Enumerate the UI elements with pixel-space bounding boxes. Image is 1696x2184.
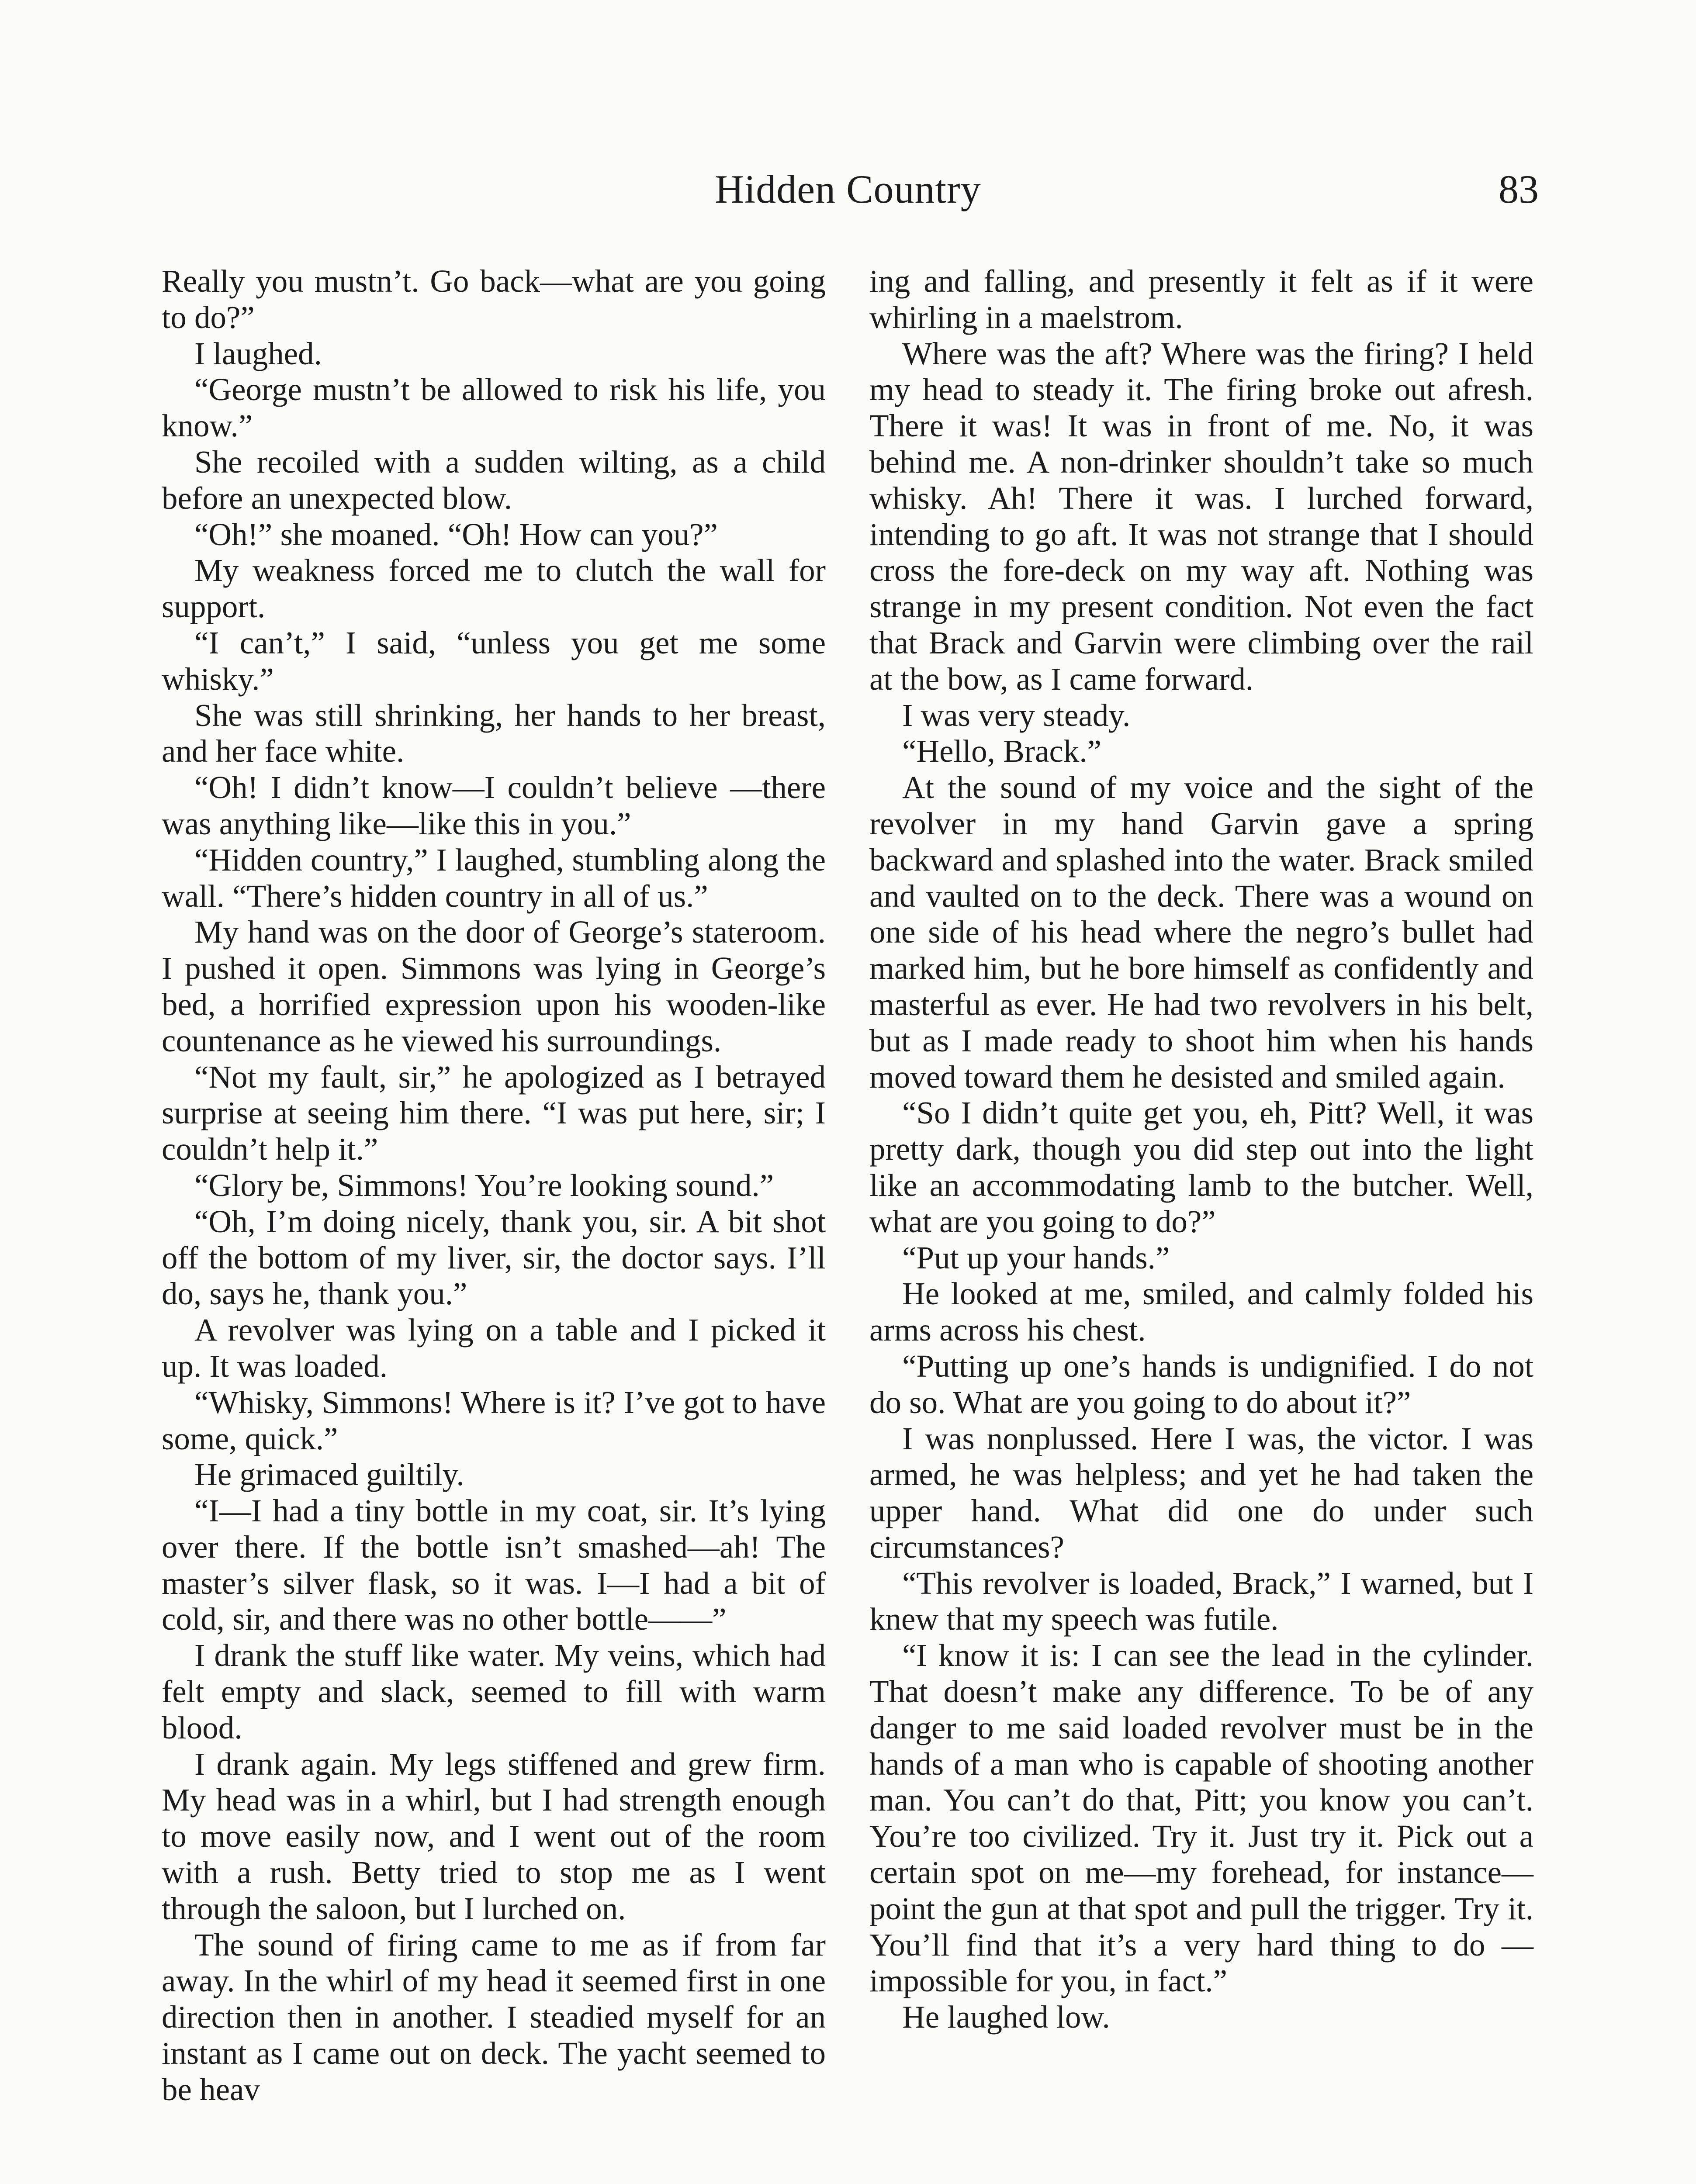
paragraph: I laughed. bbox=[194, 335, 322, 371]
paragraph: “Not my fault, sir,” he apologized as I betrayed surprise at seeing him there. “I was put here, sir; I couldn’t help it.” bbox=[162, 1059, 826, 1167]
paragraph: “Oh! I didn’t know—I couldn’t believe —there was anything like—like this in you.” bbox=[162, 770, 826, 841]
left-text-column bbox=[162, 263, 826, 2108]
paragraph: She was still shrinking, her hands to her breast, and her face white. bbox=[162, 697, 826, 769]
paragraph: “Whisky, Simmons! Where is it? I’ve got to have some, quick.” bbox=[162, 1384, 826, 1456]
paragraph: Really you mustn’t. Go back—what are you going to do?” bbox=[162, 263, 826, 335]
paragraph: “Oh!” she moaned. “Oh! How can you?” bbox=[194, 516, 718, 552]
paragraph: “I can’t,” I said, “unless you get me some whisky.” bbox=[162, 625, 826, 697]
running-head bbox=[0, 166, 1696, 232]
paragraph: She recoiled with a sudden wilting, as a child before an unexpected blow. bbox=[162, 444, 826, 516]
paragraph: “So I didn’t quite get you, eh, Pitt? Well, it was pretty dark, though you did step out into the light like an accommodating lamb to the butcher. Well, what are you going to do?” bbox=[869, 1095, 1533, 1239]
right-text-column bbox=[869, 263, 1533, 2035]
paragraph: “Putting up one’s hands is undignified. I do not do so. What are you going to do about it?” bbox=[869, 1348, 1533, 1420]
paragraph: “George mustn’t be allowed to risk his life, you know.” bbox=[162, 372, 826, 444]
paragraph: “Hello, Brack.” bbox=[902, 733, 1102, 769]
paragraph: I drank again. My legs stiffened and grew firm. My head was in a whirl, but I had strength enough to move easily now, and I went out of the room with a rush. Betty tried to stop me as I went through the saloon, but I lurched on. bbox=[162, 1746, 826, 1926]
paragraph: He grimaced guiltily. bbox=[194, 1457, 464, 1493]
paragraph: I drank the stuff like water. My veins, which had felt empty and slack, seemed to fill with warm blood. bbox=[162, 1638, 826, 1745]
paragraph: “Put up your hands.” bbox=[902, 1240, 1170, 1275]
paragraph: “I—I had a tiny bottle in my coat, sir. It’s lying over there. If the bottle isn’t smashed—ah! The master’s silver flask, so it was. I—I had a bit of cold, sir, and there was no other bottle——” bbox=[162, 1493, 826, 1637]
paragraph: My weakness forced me to clutch the wall for support. bbox=[162, 553, 826, 625]
paragraph: I was very steady. bbox=[902, 697, 1131, 733]
running-title: Hidden Country bbox=[715, 167, 981, 211]
paragraph: I was nonplussed. Here I was, the victor. I was armed, he was helpless; and yet he had taken the upper hand. What did one do under such circumstances? bbox=[869, 1420, 1533, 1565]
paragraph: “Oh, I’m doing nicely, thank you, sir. A bit shot off the bottom of my liver, sir, the doctor says. I’ll do, says he, thank you.” bbox=[162, 1203, 826, 1312]
paragraph: “This revolver is loaded, Brack,” I warned, but I knew that my speech was futile. bbox=[869, 1565, 1533, 1637]
paragraph: “Hidden country,” I laughed, stumbling along the wall. “There’s hidden country in all of us.” bbox=[162, 842, 826, 914]
paragraph: My hand was on the door of George’s stateroom. I pushed it open. Simmons was lying in George’s bed, a horrified expression upon his wooden-like countenance as he viewed his surroundings. bbox=[162, 914, 826, 1058]
paragraph: Where was the aft? Where was the firing? I held my head to steady it. The firing broke out afresh. There it was! It was in front of me. No, it was behind me. A non-drinker shouldn’t take so much whisky. Ah! There it was. I lurched forward, intending to go aft. It was not strange that I should cross the fore-deck on my way aft. Nothing was strange in my present condition. Not even the fact that Brack and Garvin were climbing over the rail at the bow, as I came forward. bbox=[869, 335, 1533, 697]
paragraph: At the sound of my voice and the sight of the revolver in my hand Garvin gave a spring backward and splashed into the water. Brack smiled and vaulted on to the deck. There was a wound on one side of his head where the negro’s bullet had marked him, but he bore himself as confidently and masterful as ever. He had two revolvers in his belt, but as I made ready to shoot him when his hands moved toward them he desisted and smiled again. bbox=[869, 770, 1533, 1095]
page-number: 83 bbox=[1499, 167, 1539, 211]
paragraph: A revolver was lying on a table and I picked it up. It was loaded. bbox=[162, 1312, 826, 1384]
paragraph: He looked at me, smiled, and calmly folded his arms across his chest. bbox=[869, 1276, 1533, 1348]
paragraph: “Glory be, Simmons! You’re looking sound.” bbox=[194, 1167, 774, 1203]
paragraph: ing and falling, and presently it felt as if it were whirling in a maelstrom. bbox=[869, 263, 1533, 335]
paragraph: He laughed low. bbox=[902, 1999, 1110, 2035]
paragraph: “I know it is: I can see the lead in the cylinder. That doesn’t make any difference. To be of any danger to me said loaded revolver must be in the hands of a man who is capable of shooting another man. You can’t do that, Pitt; you know you can’t. You’re too civilized. Try it. Just try it. Pick out a certain spot on me—my forehead, for instance—point the gun at that spot and pull the trigger. Try it. You’ll find that it’s a very hard thing to do —impossible for you, in fact.” bbox=[869, 1638, 1533, 1999]
paragraph: The sound of firing came to me as if from far away. In the whirl of my head it seemed first in one direction then in another. I steadied myself for an instant as I came out on deck. The yacht seemed to be heav bbox=[162, 1927, 826, 2107]
